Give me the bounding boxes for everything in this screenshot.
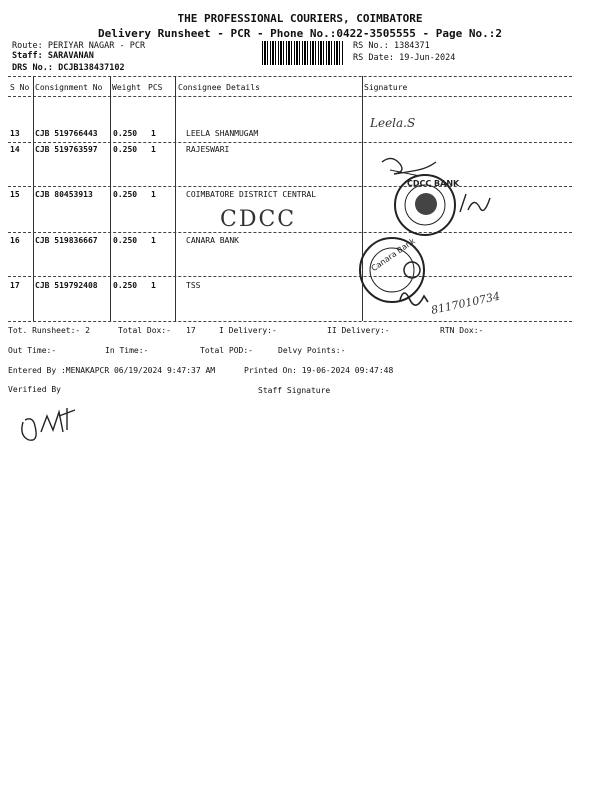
row-sno: 16 (10, 236, 20, 245)
row-weight: 0.250 (113, 190, 138, 199)
total-dox-value: 17 (186, 326, 196, 335)
route-label: Route: (12, 41, 43, 51)
row-weight: 0.250 (113, 145, 138, 154)
rs-date-line (353, 53, 455, 63)
document-subtitle: Delivery Runsheet - PCR - Phone No.:0422-3505555 - Page No.:2 (98, 27, 502, 40)
drs-line (12, 63, 125, 73)
document-title: THE PROFESSIONAL COURIERS, COIMBATORE (177, 12, 423, 25)
i-delivery: I Delivery:- (219, 326, 277, 335)
row-weight: 0.250 (113, 236, 138, 245)
delvy-points: Delvy Points:- (278, 346, 346, 355)
rs-no-line (353, 41, 430, 51)
staff-line (12, 51, 94, 61)
col-signature: Signature (364, 83, 408, 92)
row-sno: 15 (10, 190, 20, 199)
row-consignee: COIMBATORE DISTRICT CENTRAL (186, 190, 317, 199)
row-consignment: CJB 519763597 (35, 145, 98, 154)
row-pcs: 1 (151, 281, 156, 290)
row-sno: 14 (10, 145, 20, 154)
staff-label: Staff: (12, 51, 43, 61)
row-consignee: CANARA BANK (186, 236, 239, 245)
rs-date-value: 19-Jun-2024 (399, 53, 456, 63)
stamp-text-canara: Canara Bank (369, 236, 417, 274)
handwritten-cdcc: CDCC (220, 207, 297, 232)
cdcc-bank-stamp-icon (395, 175, 460, 235)
total-pod: Total POD:- (200, 346, 253, 355)
col-pcs: PCS (148, 83, 163, 92)
rtn-dox: RTN Dox:- (440, 326, 484, 335)
row-weight: 0.250 (113, 281, 138, 290)
row-consignee: RAJESWARI (186, 145, 230, 154)
row-pcs: 1 (151, 145, 156, 154)
verifier-signature-icon (15, 402, 85, 452)
row-weight: 0.250 (113, 129, 138, 138)
row-sno: 17 (10, 281, 20, 290)
row-sno: 13 (10, 129, 20, 138)
rs-no-label: RS No.: (353, 41, 389, 51)
row-consignee: TSS (186, 281, 201, 290)
col-sno: S No (10, 83, 30, 92)
handwritten-signature-leela: Leela.S (370, 116, 416, 130)
verified-by: Verified By (8, 385, 61, 394)
row-consignment: CJB 80453913 (35, 190, 93, 199)
route-line (12, 41, 145, 51)
in-time: In Time:- (105, 346, 149, 355)
col-weight: Weight (112, 83, 141, 92)
rs-date-label: RS Date: (353, 53, 394, 63)
row-consignment: CJB 519766443 (35, 129, 98, 138)
route-value: PERIYAR NAGAR - PCR (47, 41, 146, 51)
header-top-rule (8, 76, 572, 77)
entered-by: Entered By :MENAKAPCR 06/19/2024 9:47:37 AM (8, 366, 216, 375)
barcode-image (262, 41, 344, 65)
total-dox-label: Total Dox:- (118, 326, 171, 335)
drs-value: DCJB138437102 (58, 63, 125, 73)
drs-label: DRS No.: (12, 63, 53, 73)
col-consignee: Consignee Details (178, 83, 260, 92)
row-consignee: LEELA SHANMUGAM (186, 129, 259, 138)
row-pcs: 1 (151, 236, 156, 245)
table-header (0, 83, 600, 97)
row-pcs: 1 (151, 129, 156, 138)
handwritten-date (460, 194, 490, 212)
row-consignment: CJB 519792408 (35, 281, 98, 290)
staff-signature: Staff Signature (258, 386, 331, 395)
stamp-text-cdcc: CDCC BANK (407, 179, 460, 188)
handwritten-signature-rajeswari (382, 158, 436, 174)
col-consignment: Consignment No (35, 83, 103, 92)
canara-bank-stamp-icon (360, 236, 424, 302)
printed-on: Printed On: 19-06-2024 09:47:48 (244, 366, 394, 375)
ii-delivery: II Delivery:- (327, 326, 390, 335)
tot-runsheet: Tot. Runsheet:- 2 (8, 326, 90, 335)
handwritten-phone-number: 8117010734 (429, 289, 502, 317)
out-time: Out Time:- (8, 346, 57, 355)
row-consignment: CJB 519836667 (35, 236, 98, 245)
row-pcs: 1 (151, 190, 156, 199)
staff-value: SARAVANAN (47, 51, 94, 61)
rs-no-value: 1384371 (393, 41, 430, 51)
